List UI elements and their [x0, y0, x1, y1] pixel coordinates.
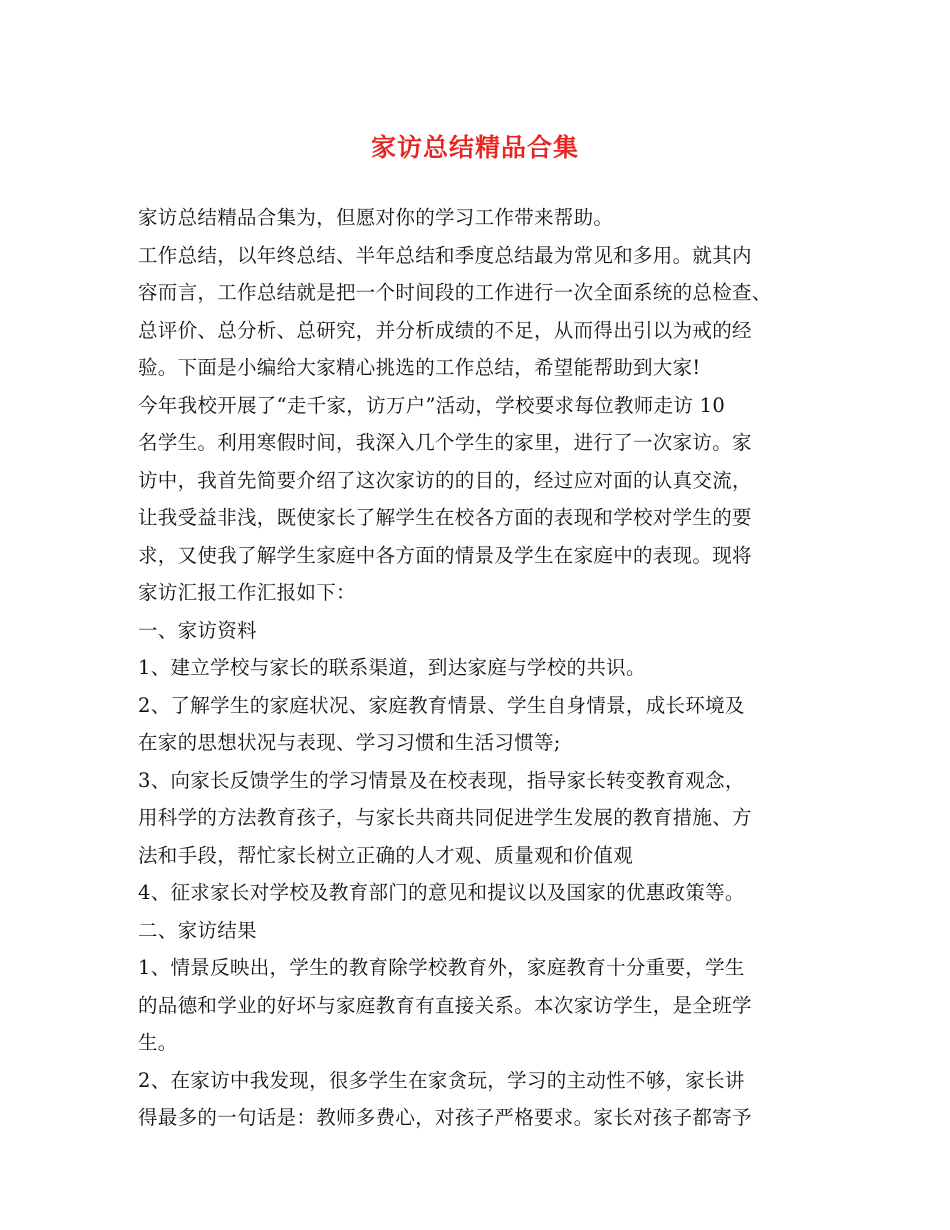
text-line: 今年我校开展了“走千家，访万户”活动，学校要求每位教师走访 10	[138, 393, 726, 417]
text-line: 容而言，工作总结就是把一个时间段的工作进行一次全面系统的总检查、	[138, 281, 772, 304]
text-line: 家访汇报工作汇报如下：	[138, 581, 356, 604]
text-line: 访中，我首先简要介绍了这次家访的的目的，经过应对面的认真交流，	[138, 468, 752, 492]
text-line: 1、建立学校与家长的联系渠道，到达家庭与学校的共识。	[138, 656, 646, 679]
text-line: 名学生。利用寒假时间，我深入几个学生的家里，进行了一次家访。家	[138, 431, 752, 454]
text-line: 家访总结精品合集为，但愿对你的学习工作带来帮助。	[138, 206, 614, 229]
text-line: 1、情景反映出，学生的教育除学校教育外，家庭教育十分重要，学生	[138, 956, 745, 979]
text-line: 在家的思想状况与表现、学习习惯和生活习惯等;	[138, 731, 561, 754]
text-line: 总评价、总分析、总研究，并分析成绩的不足，从而得出引以为戒的经	[138, 318, 752, 342]
section-heading: 二、家访结果	[138, 918, 257, 942]
document-title: 家访总结精品合集	[370, 133, 579, 162]
text-line: 工作总结，以年终总结、半年总结和季度总结最为常见和多用。就其内	[138, 243, 752, 267]
text-line: 求，又使我了解学生家庭中各方面的情景及学生在家庭中的表现。现将	[138, 543, 752, 567]
text-line: 用科学的方法教育孩子，与家长共商共同促进学生发展的教育措施、方	[138, 806, 752, 829]
text-line: 让我受益非浅，既使家长了解学生在校各方面的表现和学校对学生的要	[138, 506, 752, 529]
section-heading: 一、家访资料	[138, 618, 257, 642]
text-line: 验。下面是小编给大家精心挑选的工作总结，希望能帮助到大家!	[138, 356, 701, 379]
text-line: 得最多的一句话是：教师多费心，对孩子严格要求。家长对孩子都寄予	[138, 1106, 752, 1129]
document-body	[138, 199, 828, 1137]
text-line: 4、征求家长对学校及教育部门的意见和提议以及国家的优惠政策等。	[138, 881, 745, 904]
text-line: 2、在家访中我发现，很多学生在家贪玩，学习的主动性不够，家长讲	[138, 1068, 745, 1092]
text-line: 3、向家长反馈学生的学习情景及在校表现，指导家长转变教育观念，	[138, 768, 745, 792]
text-line: 的品德和学业的好坏与家庭教育有直接关系。本次家访学生，是全班学	[138, 993, 752, 1017]
text-line: 2、了解学生的家庭状况、家庭教育情景、学生自身情景，成长环境及	[138, 693, 745, 717]
text-line: 法和手段，帮忙家长树立正确的人才观、质量观和价值观	[138, 843, 634, 867]
text-line: 生。	[138, 1031, 178, 1054]
